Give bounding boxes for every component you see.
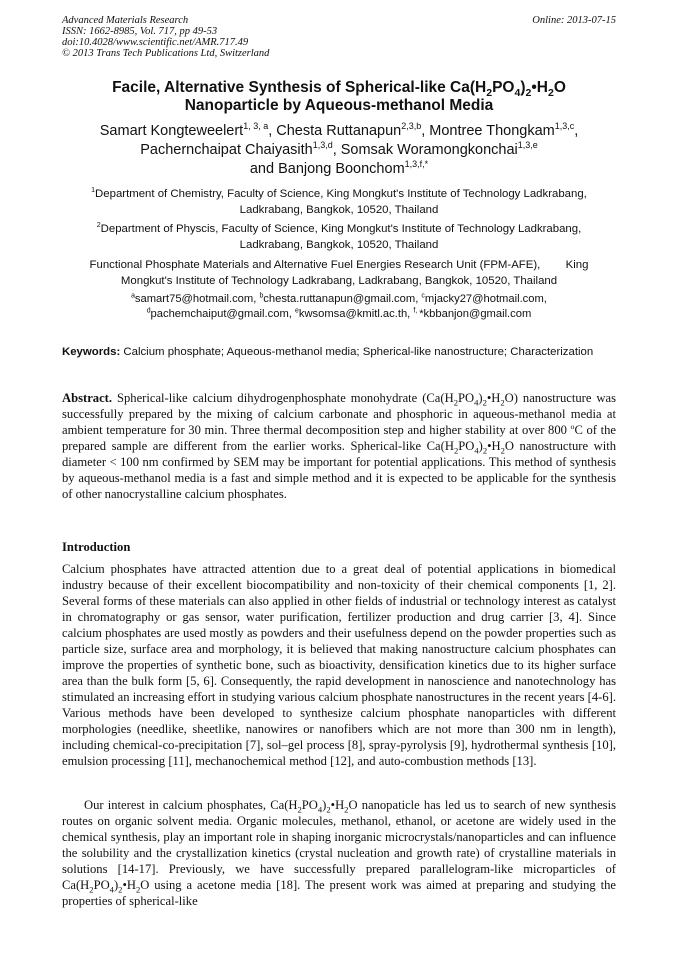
affiliation-3: Functional Phosphate Materials and Alternative Fuel Energies Research Unit (FPM-AFE), King Mongkut's Institute of Technology Ladkrabang, Ladkrabang, Bangkok, 10520, Thailand (89, 259, 589, 287)
copyright-line: © 2013 Trans Tech Publications Ltd, Switzerland (62, 48, 270, 59)
introduction-paragraph-1: Calcium phosphates have attracted attention due to a great deal of potential applications in biomedical industry because of their excellent biocompatibility and non-toxicity of their chemical components [1, 2]. Several forms of these materials can also applied in other fields of industrial or technology interest as catalyst in chromatography or gas sensor, water purification, fertilizer production and drug carrier [3, 4]. Since calcium phosphates are used mostly as powders and their usefulness depend on the powder properties such as particle size, surface area and morphology, it is believed that making nanostructure calcium phosphates can improve the properties of synthetic bone, such as bioactivity, densification kinetics due to its higher surface area than the bulk form [5, 6]. Consequently, the rapid development in nanoscience and nanotechnology has stimulated an increasing effort in studying various calcium phosphate nanostructures in the recent years [4-6]. Various methods have been developed to synthesize calcium phosphate nanoparticles with different morphologies (needlike, sheetlike, nanowires or nanofibers which are not more than 300 nm in length), including chemical-co-precipitation [7], sol–gel process [8], spray-pyrolysis [9], hydrothermal synthesis [10], emulsion processing [11], mechanochemical method [12], and auto-combustion methods [13]. (62, 562, 616, 768)
author-line-3: and Banjong Boonchom$^{1,3,f,*}$ (249, 159, 429, 177)
keywords (62, 344, 616, 360)
affiliation-2: $^2$Department of Physcis, Faculty of Science, King Mongkut's Institute of Technology Ladkrabang, Ladkrabang, Bangkok, 10520, Thailand (96, 222, 582, 251)
email-d[interactable]: pachemchaiput@gmail.com, (150, 308, 295, 320)
affiliation-1: $^1$Department of Chemistry, Faculty of Science, King Mongkut's Institute of Technology Ladkrabang, Ladkrabang, Bangkok, 10520, Thailand (91, 187, 587, 216)
author-line-2: Pachernchaipat Chaiyasith$^{1,3,d}$, Somsak Woramongkonchai$^{1,3,e}$ (140, 140, 538, 158)
email-a[interactable]: samart75@hotmail.com, (134, 293, 260, 305)
paper-title (40, 79, 638, 115)
title-line-2: Nanoparticle by Aqueous-methanol Media (184, 97, 494, 114)
email-list: $^a$samart75@hotmail.com, $^b$chesta.ruttanapun@gmail.com, $^c$mjacky27@hotmail.com, $^d$pachemchaiput@gmail.com, $^e$kwsomsa@kmitl.ac.th, $^{f,}$ *kbbanjon@gmail.com (131, 292, 547, 320)
doi-line: doi:10.4028/www.scientific.net/AMR.717.49 (62, 37, 249, 48)
keywords-text: Calcium phosphate; Aqueous-methanol media; Spherical-like nanostructure; Characterization (120, 346, 594, 358)
email-b[interactable]: chesta.ruttanapun@gmail.com, (263, 293, 422, 305)
journal-name: Advanced Materials Research (62, 15, 189, 26)
journal-header (62, 15, 616, 59)
keywords-label: Keywords: (62, 346, 121, 358)
email-c[interactable]: mjacky27@hotmail.com, (424, 293, 547, 305)
abstract: Abstract. Spherical-like calcium dihydrogenphosphate monohydrate $(Ca(H_2PO_4)_2•H_2O)$ nanostructure was successfully prepared by the mixing of calcium carbonate and phosphoric in aqueous-methanol media at ambient temperature for 30 min. Three thermal decomposition step and higher stability at over 800 $^o$C of the prepared sample are different from the earlier works. Spherical-like $Ca(H_2PO_4)_2•H_2O$ nanostructure with diameter < 100 nm confirmed by SEM may be important for potential applications. This method of synthesis by aqueous-methanol media is a fast and simple method and it is expected to be applicable for the synthesis of other nanocrystalline calcium phosphates. (62, 391, 616, 501)
introduction-paragraph-2: Our interest in calcium phosphates, $Ca(H_2PO_4)_2•H_2O$ nanopaticle has led us to search of new synthesis routes on organic solvent media. Organic molecules, methanol, ethanol, or acetone are widely used in the chemical synthesis, play an important role in shaping inorganic microcrystals/nanoparticles and can influence the solubility and the crystallization kinetics (crystal nucleation and growth rate) of crystalline materials in solutions [14-17]. Previously, we have successfully prepared parallelogram-like microparticles of $Ca(H_2PO_4)_2•H_2O$ using a acetone media [18]. The present work was aimed at preparing and studying the properties of spherical-like (62, 798, 616, 908)
introduction-heading: Introduction (62, 540, 131, 554)
email-f[interactable]: *kbbanjon@gmail.com (419, 308, 532, 320)
author-list (30, 122, 648, 179)
email-e[interactable]: kwsomsa@kmitl.ac.th, (298, 308, 414, 320)
author-line-1: Samart Kongteweelert$^{1, 3, a}$, Chesta Ruttanapun$^{2,3,b}$, Montree Thongkam$^{1,3,c}$, (99, 121, 579, 139)
issn-line: ISSN: 1662-8985, Vol. 717, pp 49-53 (62, 26, 218, 37)
abstract-label: Abstract. (62, 391, 113, 405)
title-line-1: Facile, Alternative Synthesis of Spherical-like $Ca(H_2PO_4)_2•H_2O$ (112, 79, 566, 100)
online-date: Online: 2013-07-15 (532, 15, 616, 26)
